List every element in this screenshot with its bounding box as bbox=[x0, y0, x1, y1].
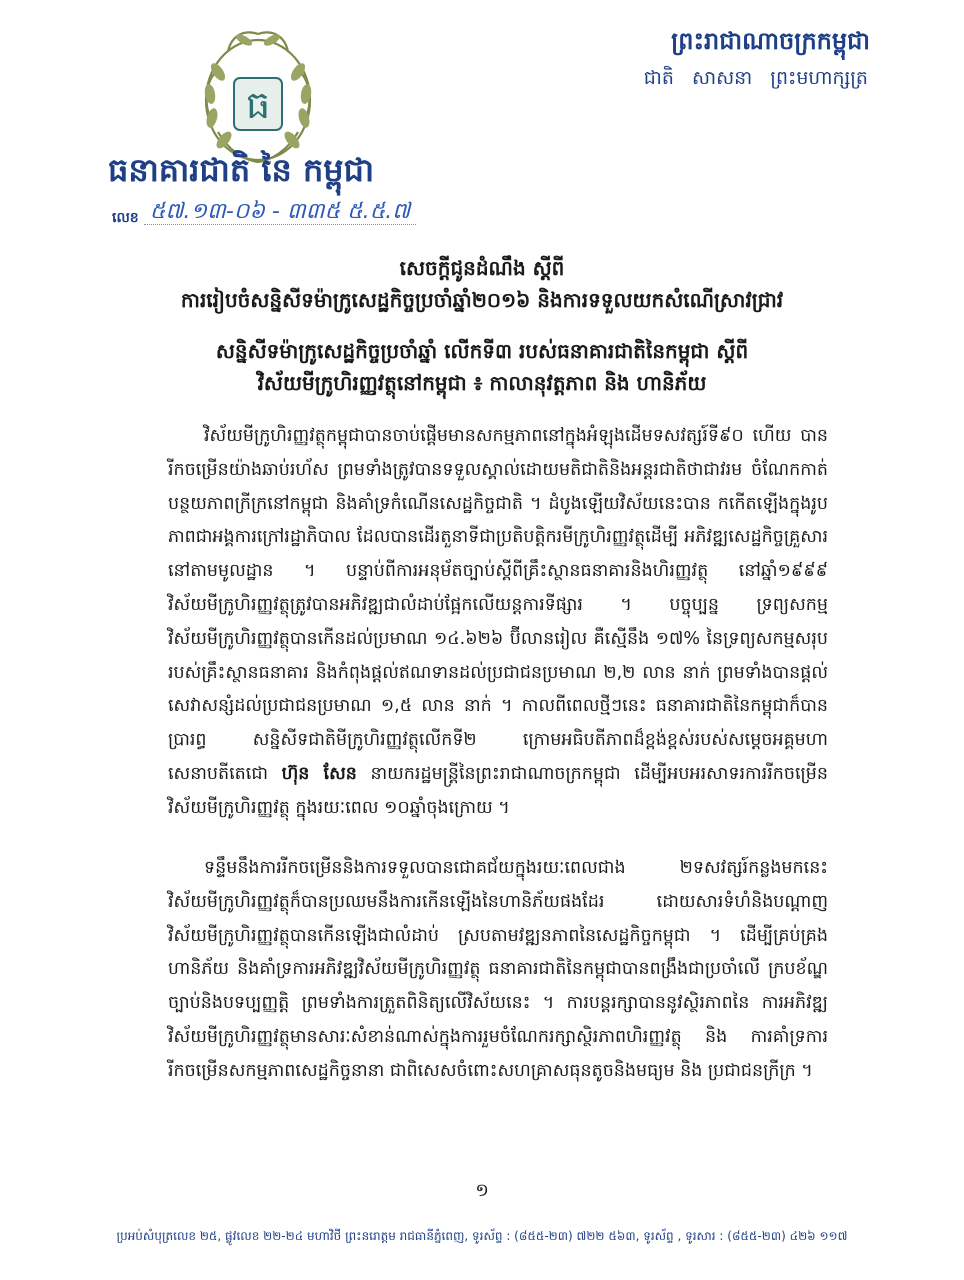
announcement-title: សេចក្តីជូនដំណឹង ស្តីពី bbox=[399, 256, 565, 280]
svg-text:ធ: ធ bbox=[245, 83, 271, 127]
national-motto: ជាតិ សាសនា ព្រះមហាក្សត្រ bbox=[643, 67, 868, 89]
body-paragraph-2 bbox=[168, 852, 828, 1089]
paragraph-1-text-end: នាយករដ្ឋមន្ត្រីនៃព្រះរាជាណាចក្រកម្ពុជា ដើម្បីអបអរសាទរការរីកចម្រើនវិស័យមីក្រូហិរញ្ញវត្ថុ ក្នុងរយៈពេល ១០ឆ្នាំចុងក្រោយ ។ bbox=[168, 763, 828, 818]
kingdom-heading: ព្រះរាជាណាចក្រកម្ពុជា bbox=[671, 26, 870, 55]
reference-label: លេខ bbox=[112, 210, 139, 226]
page-number: ១ bbox=[475, 1180, 489, 1201]
footer-address: ប្រអប់សំបុត្រលេខ ២៥, ផ្លូវលេខ ២២-២៤ មហាវិថី ព្រះនរោត្តម រាជធានីភ្នំពេញ, ទូរស័ព្ទ : (៨៥៥-២៣) ៧២២ ៥៦៣, ទូរស័ព្ទ , ទូរសារ : (៨៥៥-២៣) ៤២៦ ១១៧ bbox=[116, 1229, 848, 1243]
paragraph-2-text: ទន្ទឹមនឹងការរីកចម្រើននិងការទទួលបានជោគជ័យក្នុងរយៈពេលជាង ២ទសវត្សរ៍កន្លងមកនេះ វិស័យមីក្រូហិរញ្ញវត្ថុក៏បានប្រឈមនឹងការកើនឡើងនៃហានិភ័យផងដែរ ដោយសារទំហំនិងបណ្តាញ វិស័យមីក្រូហិរញ្ញវត្ថុបានកើនឡើងជាលំដាប់ ស្របតាមវឌ្ឍនភាពនៃសេដ្ឋកិច្ចកម្ពុជា ។ ដើម្បីគ្រប់គ្រង ហានិភ័យ និងគាំទ្រការអភិវឌ្ឍវិស័យមីក្រូហិរញ្ញវត្ថុ ធនាគារជាតិនៃកម្ពុជាបានពង្រឹងជាប្រចាំលើ ក្របខ័ណ្ឌច្បាប់និងបទប្បញ្ញត្តិ ព្រមទាំងការត្រួតពិនិត្យលើវិស័យនេះ ។ ការបន្តរក្សាបាននូវស្ថិរភាពនៃ ការអភិវឌ្ឍវិស័យមីក្រូហិរញ្ញវត្ថុមានសារៈសំខាន់ណាស់ក្នុងការរួមចំណែករក្សាស្ថិរភាពហិរញ្ញវត្ថុ និង ការគាំទ្រការរីកចម្រើនសកម្មភាពសេដ្ឋកិច្ចនានា ជាពិសេសចំពោះសហគ្រាសធុនតូចនិងមធ្យម និង ប្រជាជនក្រីក្រ ។ bbox=[168, 858, 828, 1081]
prime-minister-name: ហ៊ុន សែន bbox=[281, 763, 357, 784]
paragraph-1-text: វិស័យមីក្រូហិរញ្ញវត្ថុកម្ពុជាបានចាប់ផ្តើមមានសកម្មភាពនៅក្នុងអំឡុងដើមទសវត្សរ៍ទី៩០ ហើយ បានរីកចម្រើនយ៉ាងឆាប់រហ័ស ព្រមទាំងត្រូវបានទទួលស្គាល់ដោយមតិជាតិនិងអន្តរជាតិថាជាវរម ចំណែកកាត់បន្ថយភាពក្រីក្រនៅកម្ពុជា និងគាំទ្រកំណើនសេដ្ឋកិច្ចជាតិ ។ ដំបូងឡើយវិស័យនេះបាន កកើតឡើងក្នុងរូបភាពជាអង្គការក្រៅរដ្ឋាភិបាល ដែលបានដើរតួនាទីជាប្រតិបត្តិករមីក្រូហិរញ្ញវត្ថុដើម្បី អភិវឌ្ឍសេដ្ឋកិច្ចគ្រួសារនៅតាមមូលដ្ឋាន ។ បន្ទាប់ពីការអនុម័តច្បាប់ស្តីពីគ្រឹះស្ថានធនាគារនិងហិរញ្ញវត្ថុ នៅឆ្នាំ១៩៩៩ វិស័យមីក្រូហិរញ្ញវត្ថុត្រូវបានអភិវឌ្ឍជាលំដាប់ផ្អែកលើយន្តការទីផ្សារ ។ បច្ចុប្បន្ន ទ្រព្យសកម្ម វិស័យមីក្រូហិរញ្ញវត្ថុបានកើនដល់ប្រមាណ ១៤.៦២៦ ប៊ីលានរៀល គឺស្មើនឹង ១៧% នៃទ្រព្យសកម្មសរុប របស់គ្រឹះស្ថានធនាគារ និងកំពុងផ្តល់ឥណទានដល់ប្រជាជនប្រមាណ ២,២ លាន នាក់ ព្រមទាំងបានផ្តល់ សេវាសន្សំដល់ប្រជាជនប្រមាណ ១,៥ លាន នាក់ ។ កាលពីពេលថ្មីៗនេះ ធនាគារជាតិនៃកម្ពុជាក៏បានប្រារព្ធ សន្និសីទជាតិមីក្រូហិរញ្ញវត្ថុលើកទី២ ក្រោមអធិបតីភាពដ៏ខ្ពង់ខ្ពស់របស់សម្តេចអគ្គមហាសេនាបតីតេជោ bbox=[168, 426, 828, 784]
conference-title: សន្និសីទម៉ាក្រូសេដ្ឋកិច្ចប្រចាំឆ្នាំ លើកទី៣ របស់ធនាគារជាតិនៃកម្ពុជា ស្តីពី bbox=[215, 339, 749, 363]
conference-theme: វិស័យមីក្រូហិរញ្ញវត្ថុនៅកម្ពុជា ៖ កាលានុវត្តភាព និង ហានិភ័យ bbox=[257, 371, 707, 395]
announcement-subtitle: ការរៀបចំសន្និសីទម៉ាក្រូសេដ្ឋកិច្ចប្រចាំឆ្នាំ២០១៦ និងការទទួលយកសំណើស្រាវជ្រាវ bbox=[180, 288, 784, 312]
body-paragraph-1 bbox=[168, 420, 828, 826]
reference-number: ៥៧.១៣-០៦ - ៣៣៥ ៥.៥.៧ bbox=[144, 199, 416, 225]
reference-number-line bbox=[112, 197, 472, 231]
bank-name: ធនាគារជាតិ នៃ កម្ពុជា bbox=[108, 151, 375, 189]
